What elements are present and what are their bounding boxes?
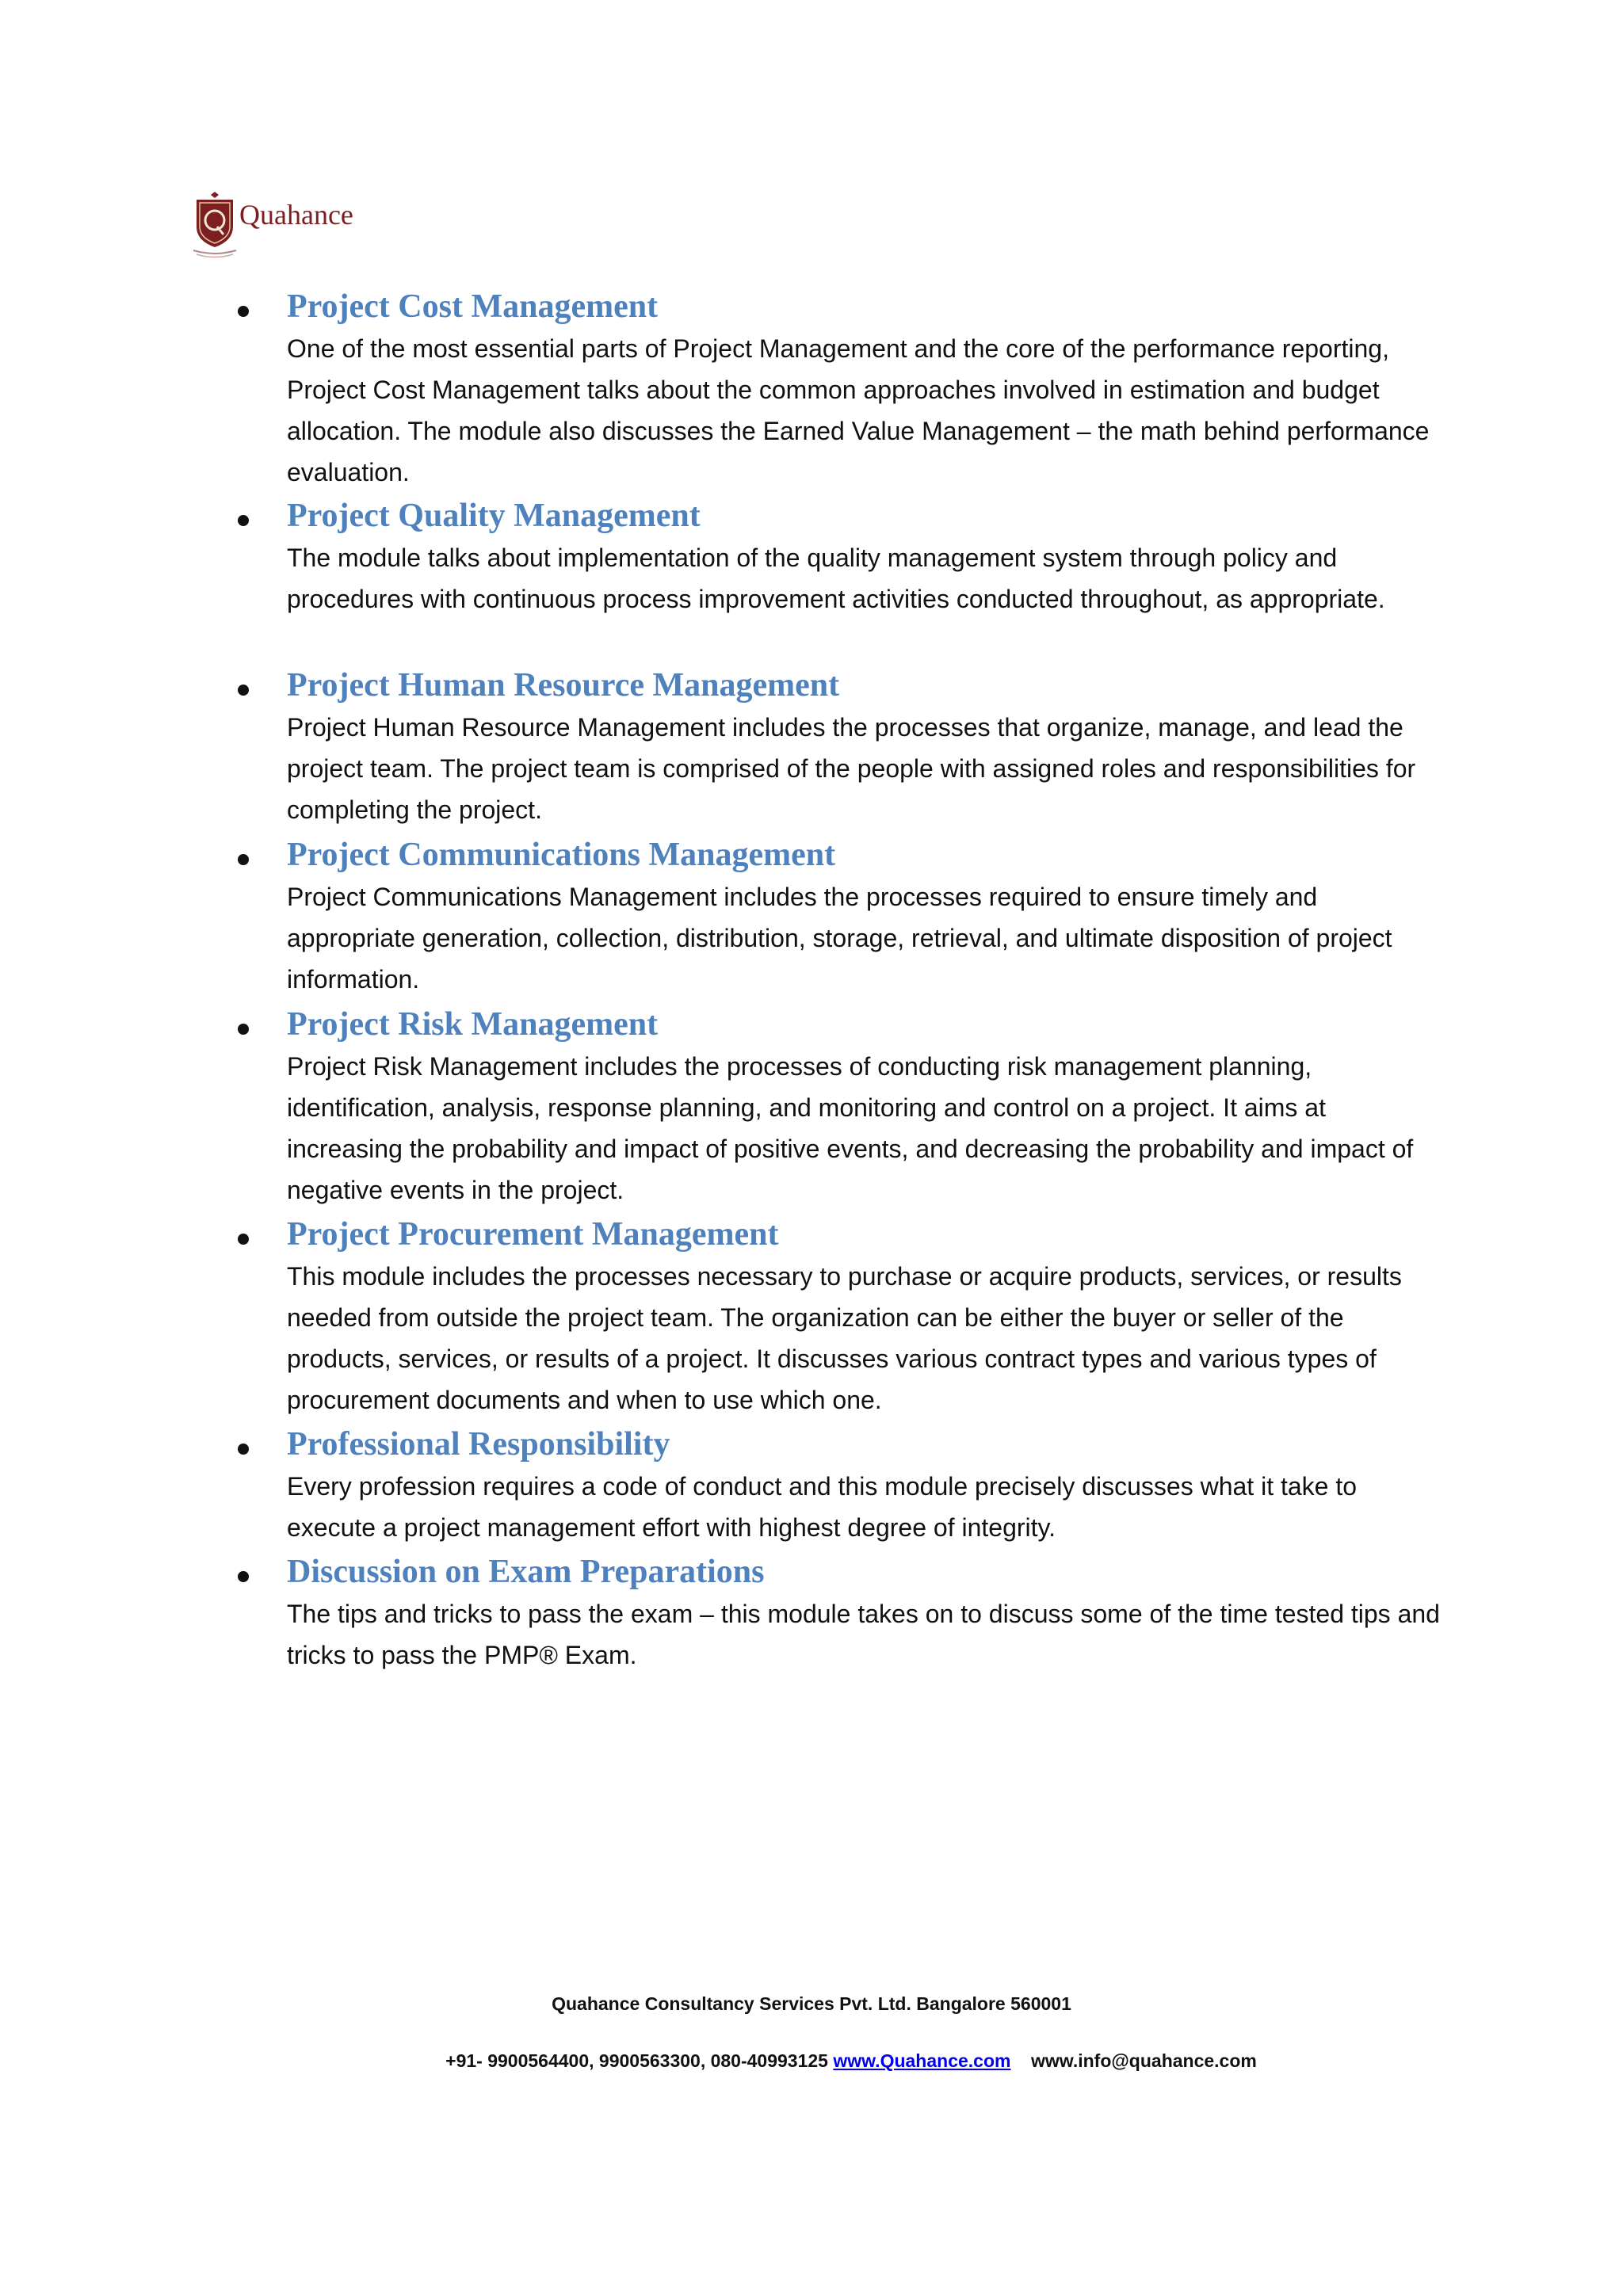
module-description: The tips and tricks to pass the exam – this module takes on to discuss some of the time tested tips and tricks to pass the PMP® Exam. [287, 1600, 1440, 1669]
module-description: Every profession requires a code of conduct and this module precisely discusses what it take to execute a project management effort with highest degree of integrity. [287, 1472, 1358, 1542]
module-description: Project Risk Management includes the processes of conducting risk management planning, identification, analysis, response planning, and monitoring and control on a project. It aims at increasing the probability and impact of positive events, and decreasing the probability and impact of negative events in the project. [287, 1052, 1414, 1204]
module-title: Project Risk Management [287, 1006, 659, 1043]
list-item [238, 664, 1442, 833]
bullet-icon [238, 1444, 249, 1455]
module-list [238, 285, 1442, 1678]
list-item [238, 833, 1442, 1003]
bullet-icon [238, 1571, 249, 1582]
website-link[interactable]: www.Quahance.com [833, 2050, 1011, 2071]
module-description: This module includes the processes necessary to purchase or acquire products, services, or results needed from outside the project team. The organization can be either the buyer or seller of the products, services, or results of a project. It discusses various contract types and various types of procurement documents and when to use which one. [287, 1262, 1402, 1414]
module-title: Project Human Resource Management [287, 667, 840, 704]
list-item [238, 1423, 1442, 1550]
bullet-icon [238, 685, 249, 696]
list-item [238, 1550, 1442, 1678]
crest-icon [190, 192, 239, 258]
logo-text: Quahance [239, 199, 353, 231]
list-item [238, 1213, 1442, 1423]
bullet-icon [238, 1024, 249, 1035]
footer-phones: +91- 9900564400, 9900563300, 080-40993125 [445, 2050, 828, 2071]
module-description: Project Human Resource Management includes the processes that organize, manage, and lead the project team. The project team is comprised of the people with assigned roles and responsibilities for completing the project. [287, 713, 1416, 824]
bullet-icon [238, 306, 249, 317]
module-title: Project Quality Management [287, 498, 701, 534]
module-title: Project Cost Management [287, 288, 659, 325]
module-description: Project Communications Management includes the processes required to ensure timely and appropriate generation, collection, distribution, storage, retrieval, and ultimate disposition of project information. [287, 883, 1392, 994]
footer-email: www.info@quahance.com [1031, 2050, 1257, 2071]
module-description: One of the most essential parts of Project Management and the core of the performance reporting, Project Cost Management talks about the common approaches involved in estimation and budget allocation. The module also discusses the Earned Value Management – the math behind performance evaluation. [287, 334, 1430, 486]
bullet-icon [238, 515, 249, 526]
list-item [238, 285, 1442, 494]
module-title: Project Communications Management [287, 837, 836, 873]
module-title: Project Procurement Management [287, 1216, 779, 1253]
bullet-icon [238, 854, 249, 865]
module-title: Professional Responsibility [287, 1426, 670, 1463]
company-logo [190, 192, 357, 258]
module-title: Discussion on Exam Preparations [287, 1554, 765, 1590]
module-description: The module talks about implementation of the quality management system through policy and procedures with continuous process improvement activities conducted throughout, as appropriate. [287, 543, 1385, 613]
footer-contact [40, 2050, 1623, 2072]
bullet-icon [238, 1234, 249, 1245]
list-item [238, 1003, 1442, 1213]
list-item [238, 494, 1442, 664]
footer-company: Quahance Consultancy Services Pvt. Ltd. Bangalore 560001 [552, 1993, 1071, 2014]
